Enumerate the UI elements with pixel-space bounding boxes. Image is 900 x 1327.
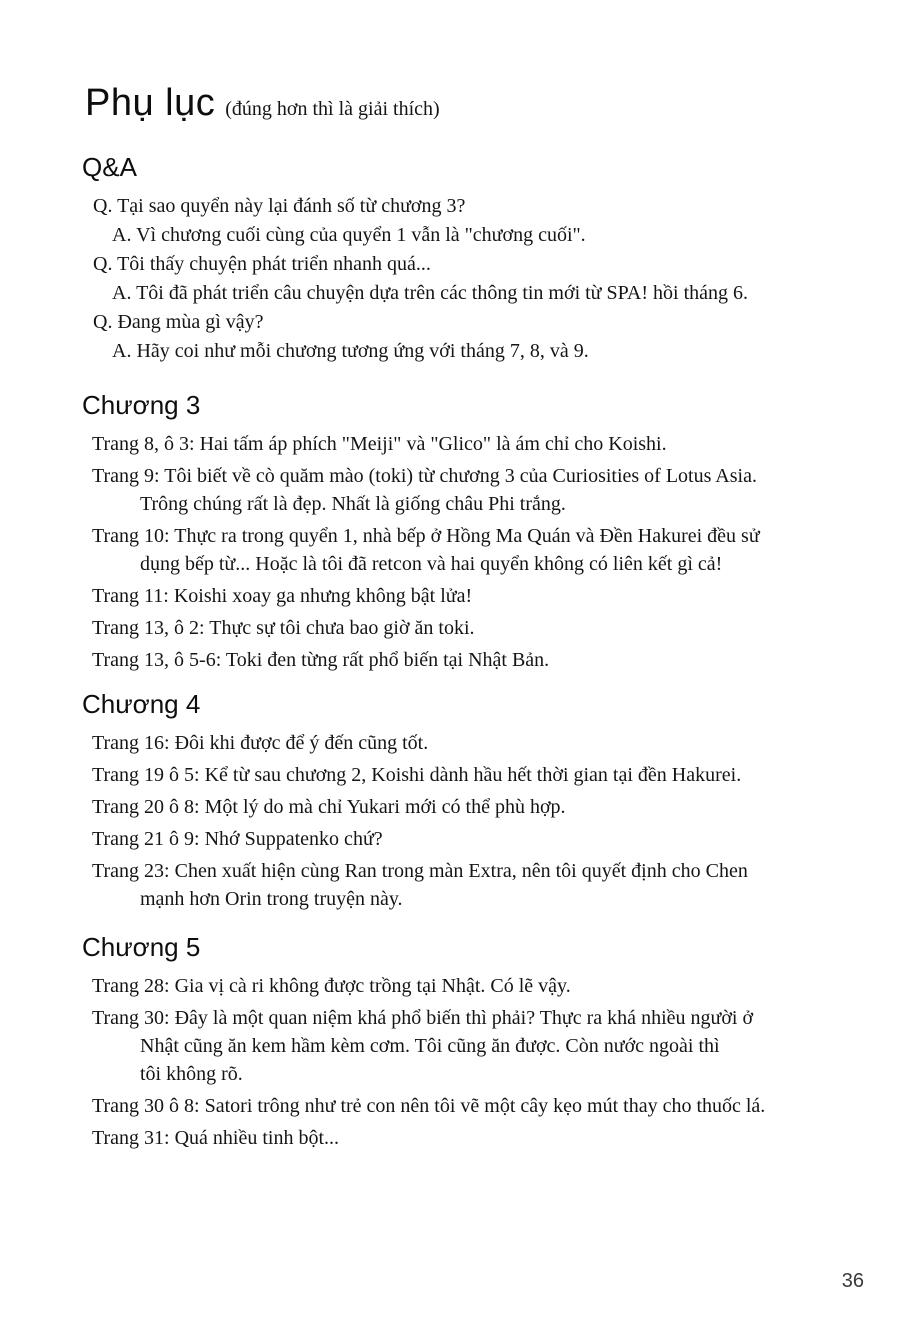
section-heading-chuong-4: Chương 4: [82, 688, 201, 719]
note-entry: [92, 857, 818, 913]
note-line: Trang 11: Koishi xoay ga nhưng không bật lửa!: [92, 584, 473, 607]
qa-answer: A. Vì chương cuối cùng của quyển 1 vẫn là "chương cuối".: [112, 223, 586, 246]
qa-question: Q. Tôi thấy chuyện phát triển nhanh quá...: [93, 252, 431, 275]
note-line: Trang 10: Thực ra trong quyển 1, nhà bếp ở Hồng Ma Quán và Đền Hakurei đều sử: [92, 524, 760, 547]
note-entry: [92, 646, 818, 674]
note-entry: [92, 1092, 818, 1120]
note-line: Trang 16: Đôi khi được để ý đến cũng tốt.: [92, 731, 429, 754]
note-entry: [92, 972, 818, 1000]
page-title: Phụ lục: [85, 82, 216, 124]
section-heading-chuong-5: Chương 5: [82, 931, 201, 962]
note-line: Trang 19 ô 5: Kể từ sau chương 2, Koishi dành hầu hết thời gian tại đền Hakurei.: [92, 763, 742, 786]
note-line: dụng bếp từ... Hoặc là tôi đã retcon và hai quyển không có liên kết gì cả!: [140, 552, 723, 575]
qa-answer: A. Tôi đã phát triển câu chuyện dựa trên các thông tin mới từ SPA! hồi tháng 6.: [112, 281, 749, 304]
note-line: Trang 8, ô 3: Hai tấm áp phích "Meiji" và "Glico" là ám chỉ cho Koishi.: [92, 432, 667, 455]
qa-answer: A. Hãy coi như mỗi chương tương ứng với tháng 7, 8, và 9.: [112, 339, 589, 362]
note-entry: [92, 462, 818, 518]
qa-question: Q. Tại sao quyển này lại đánh số từ chương 3?: [93, 194, 466, 217]
note-line: Trang 21 ô 9: Nhớ Suppatenko chứ?: [92, 827, 383, 850]
note-entry: [92, 582, 818, 610]
note-line: Trang 30: Đây là một quan niệm khá phổ biến thì phải? Thực ra khá nhiều người ở: [92, 1006, 754, 1029]
note-entry: [92, 729, 818, 757]
qa-list: [93, 192, 818, 366]
note-entry: [92, 430, 818, 458]
section-heading-chuong-3: Chương 3: [82, 389, 201, 420]
section-entries-chuong-5: [92, 972, 818, 1152]
page-number: 36: [841, 1270, 864, 1292]
note-entry: [92, 522, 818, 578]
page-subtitle: (đúng hơn thì là giải thích): [225, 98, 440, 120]
note-entry: [92, 825, 818, 853]
note-line: tôi không rõ.: [140, 1062, 243, 1085]
note-entry: [92, 614, 818, 642]
note-entry: [92, 1004, 818, 1088]
note-line: Trang 23: Chen xuất hiện cùng Ran trong màn Extra, nên tôi quyết định cho Chen: [92, 859, 748, 882]
note-line: Trang 31: Quá nhiều tinh bột...: [92, 1126, 340, 1149]
note-line: mạnh hơn Orin trong truyện này.: [140, 887, 403, 910]
note-entry: [92, 793, 818, 821]
note-line: Trang 9: Tôi biết về cò quăm mào (toki) từ chương 3 của Curiosities of Lotus Asia.: [92, 464, 757, 487]
note-line: Trang 13, ô 5-6: Toki đen từng rất phổ biến tại Nhật Bản.: [92, 648, 550, 671]
note-line: Trang 20 ô 8: Một lý do mà chỉ Yukari mới có thể phù hợp.: [92, 795, 566, 818]
note-entry: [92, 761, 818, 789]
note-line: Trông chúng rất là đẹp. Nhất là giống châu Phi trắng.: [140, 492, 566, 515]
note-line: Trang 13, ô 2: Thực sự tôi chưa bao giờ ăn toki.: [92, 616, 475, 639]
qa-heading: Q&A: [82, 151, 137, 182]
section-entries-chuong-4: [92, 729, 818, 913]
page-title-row: [85, 82, 818, 126]
note-entry: [92, 1124, 818, 1152]
qa-question: Q. Đang mùa gì vậy?: [93, 310, 264, 333]
section-entries-chuong-3: [92, 430, 818, 674]
note-line: Trang 28: Gia vị cà ri không được trồng tại Nhật. Có lẽ vậy.: [92, 974, 571, 997]
note-line: Trang 30 ô 8: Satori trông như trẻ con nên tôi vẽ một cây kẹo mút thay cho thuốc lá.: [92, 1094, 766, 1117]
note-line: Nhật cũng ăn kem hầm kèm cơm. Tôi cũng ăn được. Còn nước ngoài thì: [140, 1034, 720, 1057]
